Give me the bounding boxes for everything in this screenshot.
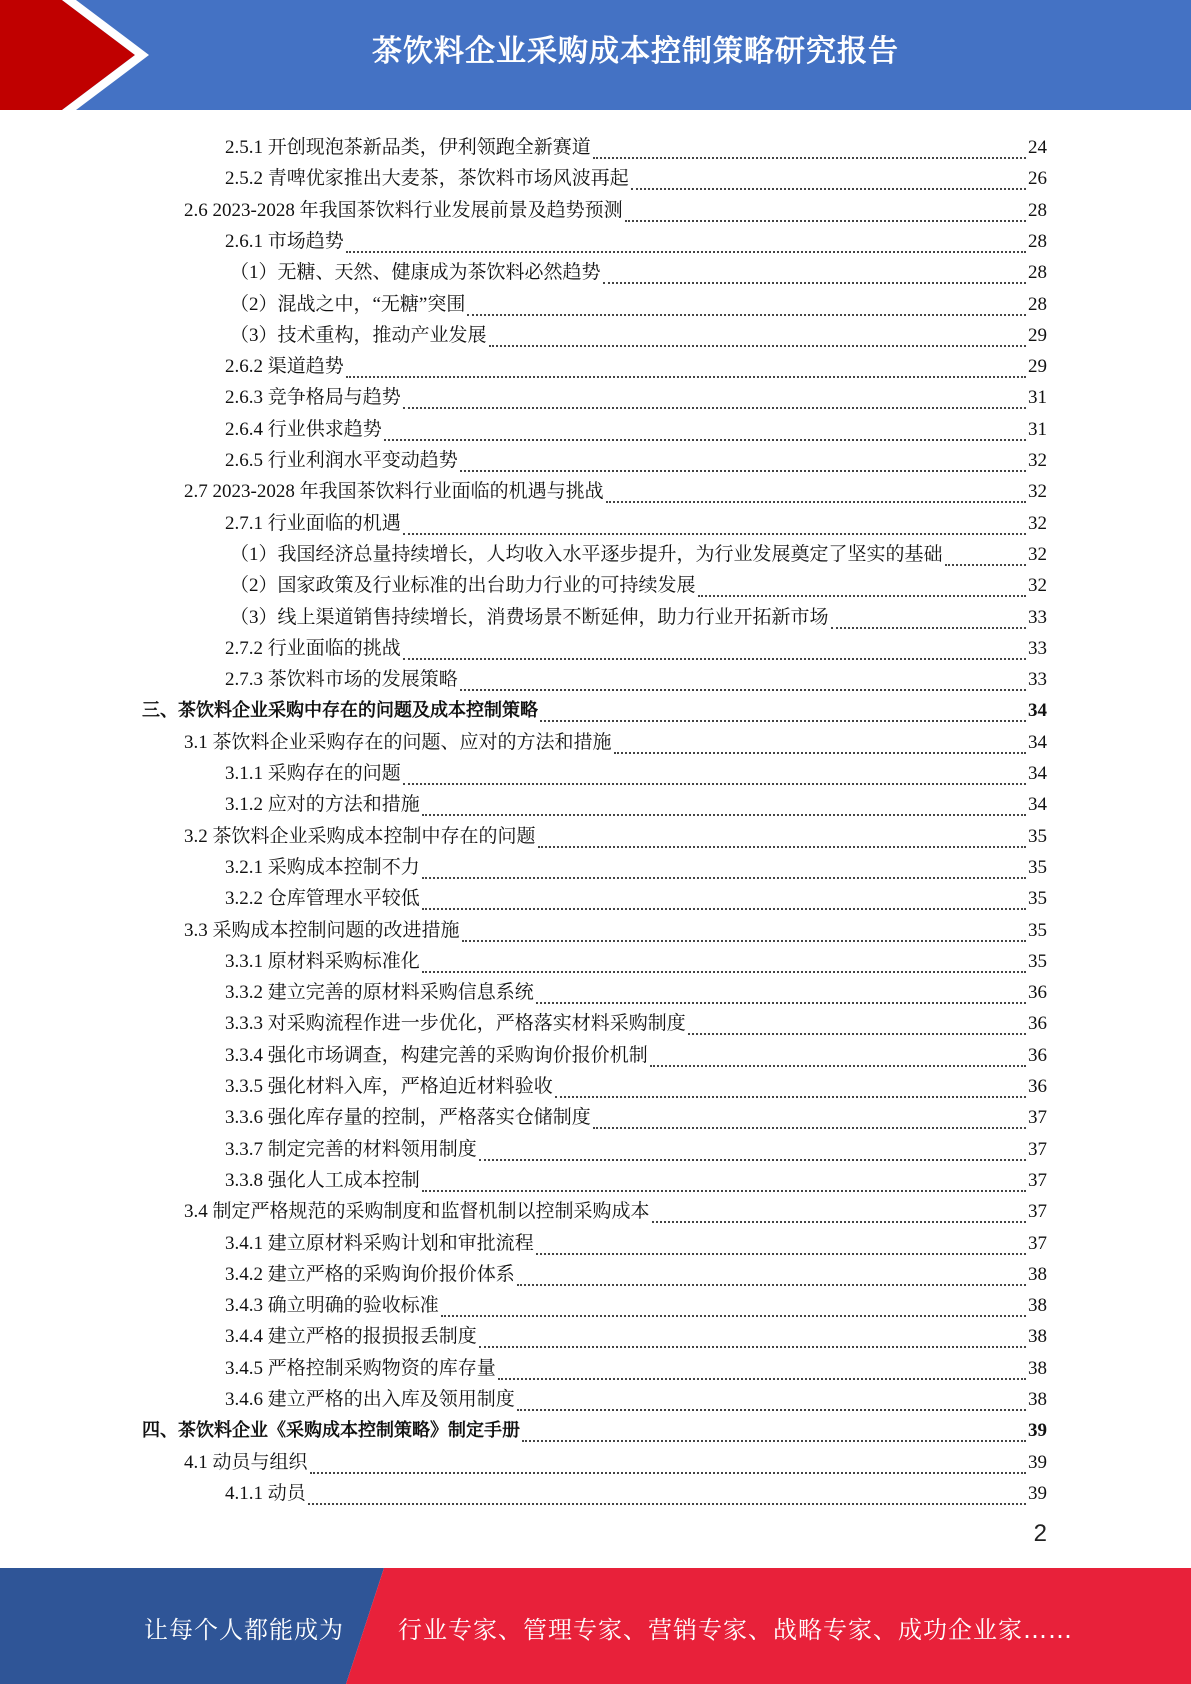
toc-leader-dots — [831, 611, 1026, 629]
toc-entry[interactable] — [225, 660, 1047, 691]
toc-entry[interactable] — [225, 879, 1047, 910]
toc-entry-page: 37 — [1028, 1107, 1047, 1129]
toc-entry-page: 37 — [1028, 1138, 1047, 1160]
toc-entry-label: 3.3.5 强化材料入库，严格迫近材料验收 — [225, 1076, 553, 1097]
toc-leader-dots — [403, 391, 1026, 409]
toc-entry[interactable] — [225, 1224, 1047, 1255]
toc-entry[interactable] — [184, 191, 1047, 222]
toc-entry-label: 2.6.3 竞争格局与趋势 — [225, 387, 401, 409]
toc-entry-page: 38 — [1028, 1263, 1047, 1285]
toc-leader-dots — [346, 235, 1026, 253]
toc-entry-label: 3.3 采购成本控制问题的改进措施 — [184, 919, 460, 941]
toc-entry-label: 3.2.2 仓库管理水平较低 — [225, 888, 420, 910]
toc-leader-dots — [422, 798, 1026, 816]
toc-entry[interactable] — [225, 1098, 1047, 1129]
toc-entry[interactable] — [225, 159, 1047, 190]
toc-entry-label: （2）国家政策及行业标准的出台助力行业的可持续发展 — [230, 575, 696, 597]
toc-entry-page: 28 — [1028, 293, 1047, 315]
toc-entry-page: 33 — [1028, 669, 1047, 691]
toc-entry-page: 32 — [1028, 512, 1047, 534]
toc-entry-page: 29 — [1028, 356, 1047, 378]
toc-entry-page: 36 — [1028, 1076, 1047, 1097]
toc-entry-label: 3.3.1 原材料采购标准化 — [225, 950, 420, 972]
toc-leader-dots — [538, 830, 1026, 848]
toc-leader-dots — [606, 485, 1026, 503]
toc-entry-page: 35 — [1028, 856, 1047, 878]
toc-leader-dots — [540, 704, 1026, 722]
toc-entry-page: 35 — [1028, 950, 1047, 972]
toc-entry[interactable] — [225, 629, 1047, 660]
page-header — [0, 0, 1191, 110]
toc-entry-page: 32 — [1028, 543, 1047, 565]
toc-entry-page: 35 — [1028, 825, 1047, 847]
toc-entry[interactable] — [230, 253, 1047, 284]
toc-entry-page: 31 — [1028, 387, 1047, 409]
toc-entry-page: 35 — [1028, 919, 1047, 941]
toc-leader-dots — [479, 1330, 1026, 1348]
toc-leader-dots — [603, 266, 1026, 284]
footer-slogan-left: 让每个人都能成为 — [144, 1616, 344, 1644]
toc-entry-page: 33 — [1028, 606, 1047, 628]
toc-entry-label: 3.2.1 采购成本控制不力 — [225, 856, 420, 878]
toc-entry-label: 2.6.4 行业供求趋势 — [225, 418, 382, 440]
toc-leader-dots — [650, 1049, 1026, 1067]
toc-entry-label: 2.5.2 青啤优家推出大麦茶，茶饮料市场风波再起 — [225, 168, 629, 190]
toc-entry[interactable] — [184, 723, 1047, 754]
toc-leader-dots — [555, 1080, 1026, 1098]
toc-entry-label: 2.6 2023-2028 年我国茶饮料行业发展前景及趋势预测 — [184, 199, 623, 221]
toc-leader-dots — [460, 454, 1026, 472]
toc-entry-page: 38 — [1028, 1295, 1047, 1317]
toc-entry[interactable] — [225, 1067, 1047, 1098]
toc-entry-label: 2.7.1 行业面临的机遇 — [225, 512, 401, 534]
toc-leader-dots — [652, 1205, 1026, 1223]
toc-entry-page: 33 — [1028, 637, 1047, 659]
toc-leader-dots — [517, 1393, 1026, 1411]
toc-entry-page: 28 — [1028, 199, 1047, 221]
toc-entry-page: 38 — [1028, 1357, 1047, 1379]
toc-entry-label: 3.3.8 强化人工成本控制 — [225, 1169, 420, 1191]
report-title: 茶饮料企业采购成本控制策略研究报告 — [372, 34, 899, 69]
toc-entry[interactable] — [225, 1004, 1047, 1035]
toc-entry[interactable] — [225, 504, 1047, 535]
toc-entry-page: 39 — [1028, 1420, 1047, 1442]
toc-leader-dots — [384, 423, 1026, 441]
toc-entry[interactable] — [230, 566, 1047, 597]
toc-leader-dots — [593, 141, 1026, 159]
toc-entry-label: 3.1.1 采购存在的问题 — [225, 763, 401, 784]
toc-entry-label: 3.4.6 建立严格的出入库及领用制度 — [225, 1389, 515, 1410]
page-footer — [0, 1568, 1191, 1684]
toc-leader-dots — [698, 579, 1026, 597]
toc-entry[interactable] — [230, 535, 1047, 566]
toc-leader-dots — [308, 1487, 1026, 1505]
toc-entry-page: 37 — [1028, 1201, 1047, 1223]
toc-leader-dots — [536, 986, 1026, 1004]
toc-entry[interactable] — [225, 1349, 1047, 1380]
toc-leader-dots — [536, 1237, 1026, 1255]
toc-leader-dots — [422, 955, 1026, 973]
toc-entry-page: 32 — [1028, 450, 1047, 471]
toc-entry-label: 2.5.1 开创现泡茶新品类，伊利领跑全新赛道 — [225, 137, 591, 158]
toc-entry-label: 4.1 动员与组织 — [184, 1451, 308, 1473]
toc-entry-label: 3.2 茶饮料企业采购成本控制中存在的问题 — [184, 825, 536, 847]
toc-entry-page: 36 — [1028, 1044, 1047, 1066]
toc-entry[interactable] — [225, 1286, 1047, 1317]
toc-entry[interactable] — [225, 347, 1047, 378]
toc-entry[interactable] — [142, 1411, 1047, 1442]
toc-entry-label: 3.4.1 建立原材料采购计划和审批流程 — [225, 1232, 534, 1254]
page-number: 2 — [1033, 1520, 1047, 1547]
toc-entry-page: 34 — [1028, 731, 1047, 753]
toc-entry-page: 34 — [1028, 763, 1047, 784]
toc-entry-label: 3.3.6 强化库存量的控制，严格落实仓储制度 — [225, 1107, 591, 1129]
toc-entry[interactable] — [225, 1161, 1047, 1192]
toc-entry[interactable] — [225, 1255, 1047, 1286]
toc-entry-page: 36 — [1028, 982, 1047, 1004]
toc-leader-dots — [625, 204, 1026, 222]
toc-entry[interactable] — [184, 1192, 1047, 1223]
toc-leader-dots — [498, 1362, 1026, 1380]
toc-entry-page: 32 — [1028, 575, 1047, 597]
toc-leader-dots — [346, 360, 1026, 378]
toc-entry[interactable] — [184, 1443, 1047, 1474]
toc-entry-page: 35 — [1028, 888, 1047, 910]
toc-entry-page: 39 — [1028, 1482, 1047, 1504]
toc-leader-dots — [460, 673, 1026, 691]
toc-entry[interactable] — [142, 691, 1047, 722]
toc-entry[interactable] — [225, 441, 1047, 472]
toc-entry-label: 3.4.2 建立严格的采购询价报价体系 — [225, 1263, 515, 1285]
toc-entry-page: 34 — [1028, 794, 1047, 816]
toc-entry-label: 3.4.3 确立明确的验收标准 — [225, 1295, 439, 1317]
toc-entry[interactable] — [230, 598, 1047, 629]
toc-leader-dots — [403, 642, 1026, 660]
toc-leader-dots — [441, 1299, 1026, 1317]
toc-entry-label: 四、茶饮料企业《采购成本控制策略》制定手册 — [142, 1420, 520, 1442]
toc-leader-dots — [945, 548, 1026, 566]
toc-leader-dots — [631, 172, 1026, 190]
toc-entry-label: （3）线上渠道销售持续增长，消费场景不断延伸，助力行业开拓新市场 — [230, 606, 829, 628]
toc-entry-page: 26 — [1028, 168, 1047, 190]
toc-leader-dots — [688, 1017, 1026, 1035]
toc-entry[interactable] — [230, 316, 1047, 347]
toc-leader-dots — [422, 1174, 1026, 1192]
toc-entry-label: 2.6.2 渠道趋势 — [225, 356, 344, 378]
footer-slogan-right: 行业专家、管理专家、营销专家、战略专家、成功企业家…… — [398, 1616, 1073, 1644]
toc-entry[interactable] — [225, 942, 1047, 973]
toc-entry-label: 2.6.1 市场趋势 — [225, 230, 344, 252]
toc-entry-page: 24 — [1028, 137, 1047, 158]
toc-leader-dots — [593, 1111, 1026, 1129]
toc-entry-label: （1）我国经济总量持续增长，人均收入水平逐步提升，为行业发展奠定了坚实的基础 — [230, 543, 943, 565]
toc-entry-page: 37 — [1028, 1169, 1047, 1191]
toc-entry-label: 2.7 2023-2028 年我国茶饮料行业面临的机遇与挑战 — [184, 481, 604, 503]
toc-entry-page: 28 — [1028, 262, 1047, 284]
toc-entry-label: （2）混战之中，“无糖”突围 — [230, 293, 466, 315]
toc-entry-page: 36 — [1028, 1013, 1047, 1035]
toc-entry[interactable] — [225, 848, 1047, 879]
toc-entry-label: 三、茶饮料企业采购中存在的问题及成本控制策略 — [142, 700, 538, 722]
toc-entry-page: 32 — [1028, 481, 1047, 503]
toc-entry-label: （1）无糖、天然、健康成为茶饮料必然趋势 — [230, 262, 601, 284]
toc-entry[interactable] — [184, 817, 1047, 848]
toc-leader-dots — [403, 767, 1026, 785]
toc-entry-page: 38 — [1028, 1389, 1047, 1410]
toc-leader-dots — [467, 298, 1026, 316]
toc-entry[interactable] — [225, 973, 1047, 1004]
toc-entry-label: 3.4 制定严格规范的采购制度和监督机制以控制采购成本 — [184, 1201, 650, 1223]
toc-entry-label: 3.3.7 制定完善的材料领用制度 — [225, 1138, 477, 1160]
toc-entry-label: 3.3.3 对采购流程作进一步优化，严格落实材料采购制度 — [225, 1013, 686, 1035]
toc-leader-dots — [489, 329, 1026, 347]
toc-entry-label: 2.6.5 行业利润水平变动趋势 — [225, 450, 458, 471]
toc-entry[interactable] — [225, 785, 1047, 816]
toc-leader-dots — [517, 1268, 1026, 1286]
toc-leader-dots — [403, 517, 1026, 535]
toc-entry-label: 2.7.3 茶饮料市场的发展策略 — [225, 669, 458, 691]
toc-entry-page: 39 — [1028, 1451, 1047, 1473]
toc-entry-page: 38 — [1028, 1326, 1047, 1348]
toc-entry[interactable] — [225, 1036, 1047, 1067]
toc-entry-page: 28 — [1028, 230, 1047, 252]
toc-entry-label: 4.1.1 动员 — [225, 1482, 306, 1504]
toc-entry-label: 3.1 茶饮料企业采购存在的问题、应对的方法和措施 — [184, 731, 612, 753]
toc-entry[interactable] — [225, 1130, 1047, 1161]
toc-entry-label: 3.4.5 严格控制采购物资的库存量 — [225, 1357, 496, 1379]
toc-entry[interactable] — [225, 410, 1047, 441]
toc-entry[interactable] — [225, 1474, 1047, 1505]
toc-entry-label: 3.4.4 建立严格的报损报丢制度 — [225, 1326, 477, 1348]
toc-leader-dots — [614, 736, 1026, 754]
toc-entry[interactable] — [225, 128, 1047, 159]
toc-entry-page: 31 — [1028, 418, 1047, 440]
toc-entry[interactable] — [225, 1380, 1047, 1411]
toc-entry-label: （3）技术重构，推动产业发展 — [230, 324, 487, 346]
toc-leader-dots — [462, 924, 1026, 942]
toc-leader-dots — [479, 1143, 1026, 1161]
toc-entry[interactable] — [184, 472, 1047, 503]
toc-entry-label: 3.3.2 建立完善的原材料采购信息系统 — [225, 982, 534, 1004]
toc-leader-dots — [422, 861, 1026, 879]
toc-entry-page: 29 — [1028, 324, 1047, 346]
toc-entry[interactable] — [225, 1317, 1047, 1348]
toc-entry-page: 37 — [1028, 1232, 1047, 1254]
toc-entry-label: 3.1.2 应对的方法和措施 — [225, 794, 420, 816]
toc-entry[interactable] — [225, 378, 1047, 409]
toc-entry[interactable] — [230, 285, 1047, 316]
toc-entry[interactable] — [225, 754, 1047, 785]
toc-leader-dots — [522, 1424, 1026, 1442]
toc-leader-dots — [310, 1456, 1026, 1474]
toc-entry[interactable] — [184, 911, 1047, 942]
toc-leader-dots — [422, 892, 1026, 910]
toc-entry[interactable] — [225, 222, 1047, 253]
toc-entry-label: 2.7.2 行业面临的挑战 — [225, 637, 401, 659]
toc-entry-page: 34 — [1028, 700, 1047, 722]
toc-entry-label: 3.3.4 强化市场调查，构建完善的采购询价报价机制 — [225, 1044, 648, 1066]
